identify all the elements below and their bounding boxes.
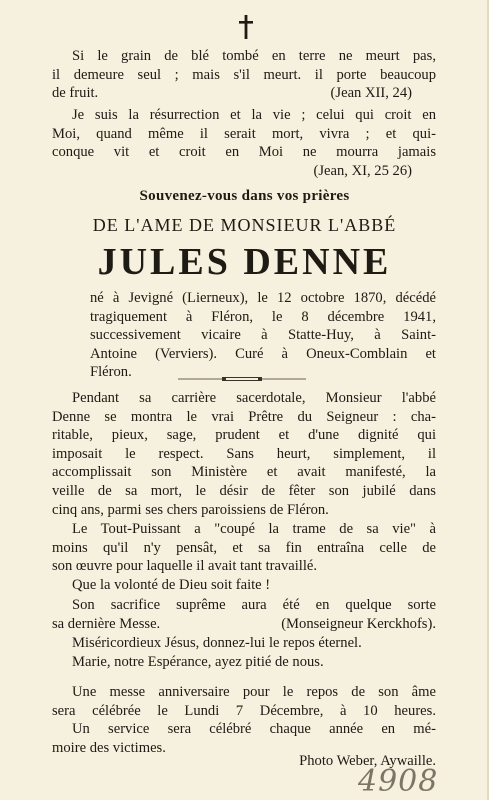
eulogy-line: ritable, pieux, sage, prudent et d'une dignité qui [52,427,436,444]
cross-icon [236,14,256,40]
verse-reference: (Jean, XI, 25 26) [313,162,412,179]
scripture-verse-1 [52,47,436,103]
eulogy-line: imposait le respect. Sans heurt, simplement, il [52,445,436,462]
photo-credit: Photo Weber, Aywaille. [299,753,436,769]
soul-line: DE L'AME DE MONSIEUR L'ABBÉ [92,215,397,235]
verse-line: Je suis la résurrection et la vie ; celui qui croit en [72,107,436,123]
eulogy-paragraph-1 [52,389,436,519]
prayer-line: Miséricordieux Jésus, donnez-lui le repos éternel. [72,635,362,651]
eulogy-line: Denne se montra le vrai Prêtre du Seigneur : cha- [52,408,436,425]
verse-line: il demeure seul ; mais s'il meurt. il porte beaucoup [52,66,436,83]
eulogy-paragraph-3 [52,596,436,633]
eulogy-line: Son sacrifice suprême aura été en quelque sorte [72,597,436,613]
eulogy-line: cinq ans, parmi ses chers paroissiens de Fléron. [52,501,329,518]
mass-notice [52,683,436,757]
verse-text: de fruit. [52,85,99,102]
quote-attribution: (Monseigneur Kerckhofs). [281,615,436,632]
prayer-line: Marie, notre Espérance, ayez pitié de nous. [72,653,324,670]
prayer-request: Souvenez-vous dans vos prières [139,188,350,204]
eulogy-line: accomplissait son Ministère et avait manifesté, la [52,464,436,481]
notice-line: Un service sera célébré chaque année en mé- [72,721,436,738]
notice-line: Une messe anniversaire pour le repos de son âme [72,684,436,700]
eulogy-line: Que la volonté de Dieu soit faite ! [72,576,271,593]
bio-line: successivement vicaire à Statte-Huy, à Saint- [90,327,436,344]
closing-prayer [72,634,436,671]
eulogy-line: veille de sa mort, le désir de fêter son jubilé dans [52,482,436,499]
verse-line: Moi, quand même il serait mort, vivra ; et qui- [52,125,436,142]
notice-line: sera célébrée le Lundi 7 Décembre, à 10 heures. [52,702,436,719]
bio-line: né à Jevigné (Lierneux), le 12 octobre 1870, décédé [90,290,436,306]
ornamental-divider [178,376,306,382]
eulogy-line: son œuvre pour laquelle il avait tant travaillé. [52,558,318,575]
bio-line: Fléron. [90,364,132,381]
verse-line: conque vit et croit en Moi ne mourra jamais [52,144,436,161]
verse-reference: (Jean XII, 24) [330,85,412,102]
verse-line [52,84,436,103]
notice-line: moire des victimes. [52,739,166,756]
biography [90,289,436,382]
eulogy-line: Le Tout-Puissant a "coupé la trame de sa vie" à [72,521,436,537]
bio-line: Antoine (Verviers). Curé à Oneux-Comblain et [90,345,436,362]
deceased-name: JULES DENNE [97,241,392,283]
eulogy-line: moins qu'il n'y pensât, et sa fin entraîna celle de [52,539,436,556]
handwritten-number: 4908 [358,764,439,799]
eulogy-text: sa dernière Messe. [52,615,161,632]
eulogy-line: Pendant sa carrière sacerdotale, Monsieur l'abbé [72,390,436,406]
scripture-verse-2 [52,106,436,180]
eulogy-line [52,615,436,634]
verse-line: Si le grain de blé tombé en terre ne meurt pas, [72,48,436,64]
bio-line: tragiquement à Fléron, le 8 décembre 1941, [90,308,436,325]
eulogy-paragraph-2 [52,520,436,594]
